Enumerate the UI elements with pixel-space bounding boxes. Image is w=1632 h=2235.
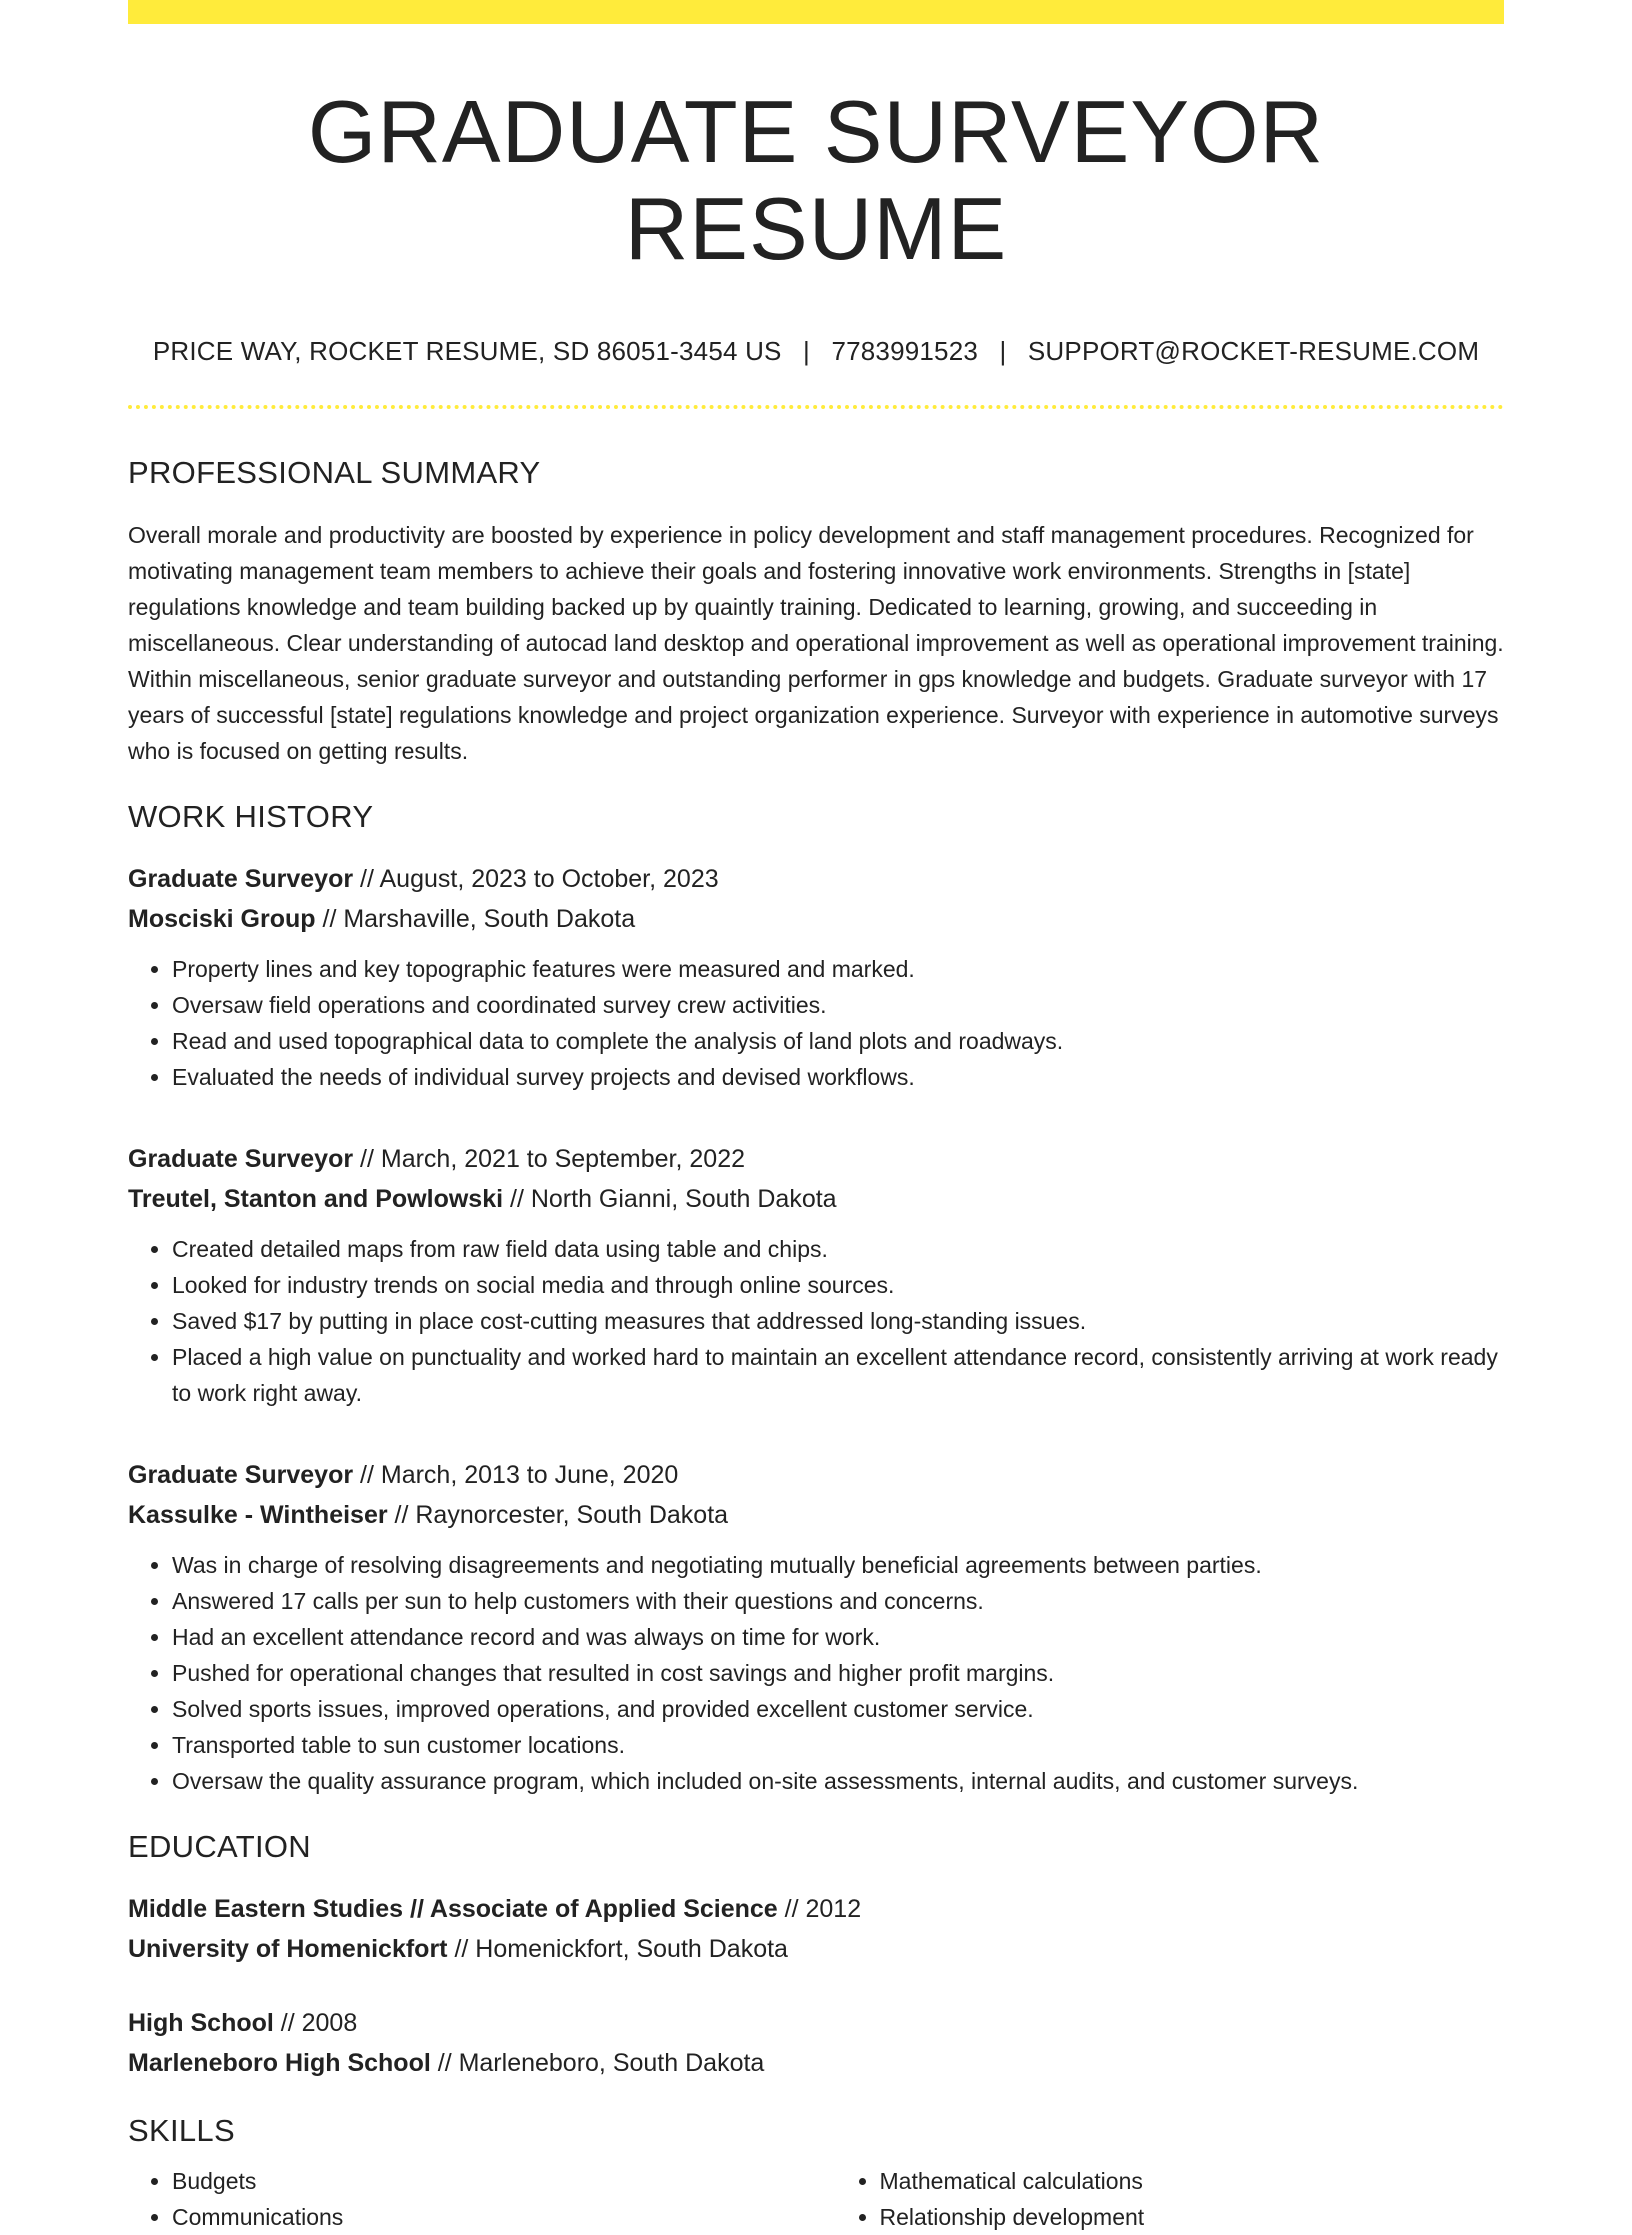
job-bullet: • Oversaw field operations and coordinated survey crew activities. [172, 987, 1504, 1023]
skills-heading: SKILLS [128, 2112, 235, 2148]
job-entry [128, 1455, 1504, 1799]
contact-address: PRICE WAY, ROCKET RESUME, SD 86051-3454 US [152, 335, 782, 366]
job-company: Kassulke - Wintheiser [128, 1500, 388, 1529]
summary-heading: PROFESSIONAL SUMMARY [128, 454, 541, 490]
job-company-line [128, 1495, 1504, 1535]
job-title: Graduate Surveyor [128, 1460, 354, 1489]
job-bullet: • Answered 17 calls per sun to help customers with their questions and concerns. [172, 1583, 1504, 1619]
job-dates: // March, 2021 to September, 2022 [353, 1144, 746, 1173]
job-bullet: • Created detailed maps from raw field data using table and chips. [172, 1231, 1504, 1267]
job-company-line [128, 899, 1504, 939]
skill-item: • Mathematical calculations [880, 2163, 1504, 2199]
summary-text: Overall morale and productivity are boosted by experience in policy development and staff management procedures. Recognized for motivating management team members to achieve their goals and fostering innovative work environments. Strengths in [state] regulations knowledge and team building backed up by quaintly training. Dedicated to learning, growing, and succeeding in miscellaneous. Clear understanding of autocad land desktop and operational improvement as well as operational improvement training. Within miscellaneous, senior graduate surveyor and outstanding performer in gps knowledge and budgets. Graduate surveyor with 17 years of successful [state] regulations knowledge and project organization experience. Surveyor with experience in automotive surveys who is focused on getting results. [128, 521, 1504, 764]
job-bullet: • Read and used topographical data to complete the analysis of land plots and roadways. [172, 1023, 1504, 1059]
job-bullets [128, 1547, 1504, 1799]
skills-list-left [128, 2163, 836, 2235]
job-bullet: • Placed a high value on punctuality and worked hard to maintain an excellent attendance record, consistently arriving at work ready to work right away. [172, 1339, 1504, 1411]
resume-title: GRADUATE SURVEYOR RESUME [307, 82, 1325, 278]
skills-list-right [836, 2163, 1504, 2235]
education-location: // Marleneboro, South Dakota [430, 2048, 765, 2077]
job-company: Mosciski Group [128, 904, 316, 933]
education-heading: EDUCATION [128, 1828, 311, 1864]
job-bullet: • Transported table to sun customer locations. [172, 1727, 1504, 1763]
resume-page [128, 0, 1504, 2235]
job-location: // Marshaville, South Dakota [315, 904, 636, 933]
job-bullet: • Solved sports issues, improved operations, and provided excellent customer service. [172, 1691, 1504, 1727]
job-location: // North Gianni, South Dakota [503, 1184, 837, 1213]
work-history-heading: WORK HISTORY [128, 798, 374, 834]
education-school-line [128, 1929, 1504, 1969]
job-bullet: • Had an excellent attendance record and was always on time for work. [172, 1619, 1504, 1655]
education-degree-line [128, 1889, 1504, 1929]
education-degree-line [128, 2003, 1504, 2043]
contact-email: SUPPORT@ROCKET-RESUME.COM [1027, 335, 1480, 366]
education-entry [128, 2003, 1504, 2083]
job-bullet: • Was in charge of resolving disagreements and negotiating mutually beneficial agreements between parties. [172, 1547, 1504, 1583]
education-year: // 2008 [273, 2008, 358, 2037]
job-title-line [128, 1139, 1504, 1179]
job-bullet: • Oversaw the quality assurance program, which included on-site assessments, internal audits, and customer surveys. [172, 1763, 1504, 1799]
job-bullets [128, 1231, 1504, 1411]
education-school: Marleneboro High School [128, 2048, 431, 2077]
education-year: // 2012 [777, 1894, 862, 1923]
job-title: Graduate Surveyor [128, 864, 354, 893]
job-bullet: • Pushed for operational changes that resulted in cost savings and higher profit margins. [172, 1655, 1504, 1691]
skills-columns [128, 2163, 1504, 2235]
skill-item: • Relationship development [880, 2199, 1504, 2235]
job-bullets [128, 951, 1504, 1095]
job-title-line [128, 1455, 1504, 1495]
contact-line [128, 336, 1504, 367]
job-bullet: • Looked for industry trends on social media and through online sources. [172, 1267, 1504, 1303]
dotted-divider [128, 405, 1504, 409]
job-entry [128, 859, 1504, 1095]
skill-item: • Communications [172, 2199, 836, 2235]
contact-separator: | [803, 335, 810, 366]
job-company: Treutel, Stanton and Powlowski [128, 1184, 504, 1213]
contact-separator: | [999, 335, 1007, 366]
job-bullet: • Evaluated the needs of individual survey projects and devised workflows. [172, 1059, 1504, 1095]
job-location: // Raynorcester, South Dakota [387, 1500, 729, 1529]
education-location: // Homenickfort, South Dakota [447, 1934, 788, 1963]
education-degree: Middle Eastern Studies // Associate of Applied Science [128, 1894, 778, 1923]
job-entry [128, 1139, 1504, 1411]
job-dates: // March, 2013 to June, 2020 [353, 1460, 679, 1489]
top-accent-bar [128, 0, 1504, 24]
job-title: Graduate Surveyor [128, 1144, 354, 1173]
skill-item: • Budgets [172, 2163, 836, 2199]
job-bullet: • Property lines and key topographic features were measured and marked. [172, 951, 1504, 987]
job-company-line [128, 1179, 1504, 1219]
contact-phone: 7783991523 [831, 335, 979, 366]
education-school-line [128, 2043, 1504, 2083]
education-entry [128, 1889, 1504, 1969]
job-dates: // August, 2023 to October, 2023 [353, 864, 719, 893]
job-bullet: • Saved $17 by putting in place cost-cutting measures that addressed long-standing issues. [172, 1303, 1504, 1339]
education-degree: High School [128, 2008, 274, 2037]
education-school: University of Homenickfort [128, 1934, 448, 1963]
job-title-line [128, 859, 1504, 899]
